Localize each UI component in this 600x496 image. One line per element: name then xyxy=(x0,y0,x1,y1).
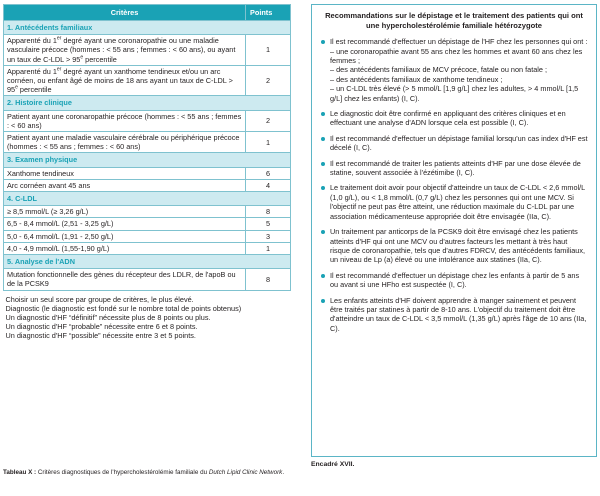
points-value: 3 xyxy=(246,230,291,242)
criteria-part: degré ayant une coronaropathie ou une maladie vasculaire précoce (hommes : < 55 ans ; femmes : < 60 ans), ou ayant un taux de C-LDL > 95 xyxy=(7,36,236,64)
recommendation-item xyxy=(320,271,588,290)
criteria-part: Apparenté du 1 xyxy=(7,36,57,46)
points-value: 6 xyxy=(246,167,291,179)
section-row xyxy=(4,96,291,110)
notes-row xyxy=(4,290,291,341)
box-title: Recommandations sur le dépistage et le traitement des patients qui ont une hypercholestérolémie familiale hétérozygote xyxy=(325,11,583,30)
criteria-part: 5,0 - 6,4 mmol/L (1,91 - 2,50 g/L) xyxy=(7,231,114,241)
criteria-part: degré ayant un xanthome tendineux et/ou un arc cornéen, ou enfant âgé de moins de 18 ans ayant un taux de C-LDL > 95 xyxy=(7,66,233,95)
criteria-part: 6,5 - 8,4 mmol/L (2,51 - 3,25 g/L) xyxy=(7,219,114,229)
recommendation-item xyxy=(320,134,588,153)
points-value: 1 xyxy=(246,132,291,153)
caption-label: Tableau X : xyxy=(3,469,37,476)
recommendations-list xyxy=(320,37,588,333)
caption-end: . xyxy=(282,469,285,476)
table-caption xyxy=(3,469,293,477)
recommendation-item xyxy=(320,109,588,128)
dutch-lipid-criteria-table xyxy=(3,4,291,341)
criteria-part: Patient ayant une coronaropathie précoce (hommes : < 55 ans ; femmes : < 60 ans) xyxy=(7,111,242,130)
section-row xyxy=(4,21,291,35)
points-value: 8 xyxy=(246,206,291,218)
note-line: Diagnostic (le diagnostic est fondé sur le nombre total de points obtenus) xyxy=(5,303,242,313)
recommendation-item xyxy=(320,296,588,334)
points-value: 2 xyxy=(246,65,291,96)
recommendation-line: Il est recommandé d'effectuer un dépistage chez les enfants à partir de 5 ans ou avant si une HFho est suspectée (I, C). xyxy=(330,270,580,290)
diagnostic-notes xyxy=(4,290,291,341)
points-value: 8 xyxy=(246,269,291,290)
header-points: Points xyxy=(246,5,291,21)
criteria-text xyxy=(4,206,246,218)
criteria-row xyxy=(4,269,291,290)
recommendation-line: – des antécédents familiaux de MCV précoce, fatale ou non fatale ; xyxy=(330,65,548,75)
section-row xyxy=(4,192,291,206)
recommendation-line: Il est recommandé d'effectuer un dépistage familial lorsqu'un cas index d'HF est décelé (I, C). xyxy=(330,133,588,153)
caption-text: Critères diagnostiques de l'hypercholestérolémie familiale du xyxy=(36,469,209,476)
header-criteria: Critères xyxy=(4,5,246,21)
criteria-row xyxy=(4,35,291,66)
section-title: 5. Analyse de l'ADN xyxy=(4,255,291,269)
recommendation-line: – un C-LDL très élevé (> 5 mmol/L [1,9 g/L] chez les adultes, > 4 mmol/L [1,5 g/L] chez les enfants) (I, C). xyxy=(330,84,579,103)
table-header-row xyxy=(4,5,291,21)
section-title: 2. Histoire clinique xyxy=(4,96,291,110)
criteria-row xyxy=(4,65,291,96)
criteria-row xyxy=(4,230,291,242)
recommendation-item xyxy=(320,227,588,265)
criteria-part: er xyxy=(56,35,62,42)
recommendation-line: – une coronaropathie avant 55 ans chez les hommes et avant 60 ans chez les femmes ; xyxy=(330,46,583,65)
criteria-part: Patient ayant une maladie vasculaire cérébrale ou périphérique précoce (hommes : < 55 ans ; femmes : < 60 ans) xyxy=(7,133,240,152)
criteria-part: e xyxy=(80,54,84,61)
section-row xyxy=(4,255,291,269)
criteria-text xyxy=(4,269,246,290)
section-row xyxy=(4,153,291,167)
criteria-part: Mutation fonctionnelle des gènes du récepteur des LDLR, de l'apoB ou de la PCSK9 xyxy=(7,270,236,289)
note-line: Un diagnostic d'HF “définitif” nécessite plus de 8 points ou plus. xyxy=(5,313,211,323)
criteria-part: percentile xyxy=(83,54,117,64)
recommendation-line: Il est recommandé de traiter les patients atteints d'HF par une dose élevée de statine, souvent associée à l'ézétimibe (I, C). xyxy=(330,158,581,178)
recommendation-item xyxy=(320,159,588,178)
criteria-part: Arc cornéen avant 45 ans xyxy=(7,180,91,190)
criteria-text xyxy=(4,230,246,242)
criteria-part: 4,0 - 4,9 mmol/L (1,55-1,90 g/L) xyxy=(7,243,110,253)
criteria-row xyxy=(4,206,291,218)
criteria-part: percentile xyxy=(17,85,52,95)
criteria-text xyxy=(4,110,246,131)
recommendation-item xyxy=(320,37,588,103)
note-line: Choisir un seul score par groupe de critères, le plus élevé. xyxy=(5,294,194,304)
points-value: 2 xyxy=(246,110,291,131)
criteria-part: e xyxy=(15,84,18,91)
encadre-label: Encadré XVII. xyxy=(311,461,355,468)
section-title: 4. C-LDL xyxy=(4,192,291,206)
recommendation-line: Le traitement doit avoir pour objectif d'atteindre un taux de C-LDL < 2,6 mmol/L (1,0 g/L), ou < 1,8 mmol/L (0,7 g/L) chez les personnes qui ont une MCV. Si l'objectif ne peut pas être atteint, une réduction maximale du C-LDL par une association médicamenteuse appropriée doit être envisagée (IIa, C). xyxy=(330,183,585,221)
recommendation-line: Il est recommandé d'effectuer un dépistage de l'HF chez les personnes qui ont : xyxy=(330,37,588,47)
points-value: 5 xyxy=(246,218,291,230)
section-title: 1. Antécédents familiaux xyxy=(4,21,291,35)
caption-italic: Dutch Lipid Clinic Network xyxy=(208,469,283,476)
recommendation-line: – des antécédents familiaux de xanthome tendineux ; xyxy=(330,74,503,84)
criteria-row xyxy=(4,179,291,191)
criteria-row xyxy=(4,167,291,179)
criteria-part: Apparenté du 1 xyxy=(7,66,57,76)
criteria-part: ≥ 8,5 mmol/L (≥ 3,26 g/L) xyxy=(7,207,89,217)
criteria-text xyxy=(4,65,246,96)
criteria-text xyxy=(4,218,246,230)
criteria-text xyxy=(4,132,246,153)
criteria-text xyxy=(4,167,246,179)
recommendation-item xyxy=(320,183,588,221)
recommendation-line: Les enfants atteints d'HF doivent apprendre à manger sainement et peuvent être traités par statines à partir de 8-10 ans. L'objectif du traitement doit être d'atteindre un taux de C-LDL < 3,5 mmol/L (1,35 g/L) après l'âge de 10 ans (IIa, C). xyxy=(330,295,587,333)
recommendations-box xyxy=(311,4,597,457)
criteria-part: er xyxy=(56,66,62,73)
criteria-text xyxy=(4,35,246,66)
section-title: 3. Examen physique xyxy=(4,153,291,167)
points-value: 1 xyxy=(246,35,291,66)
criteria-row xyxy=(4,242,291,254)
points-value: 1 xyxy=(246,242,291,254)
points-value: 4 xyxy=(246,179,291,191)
recommendation-line: Un traitement par anticorps de la PCSK9 doit être envisagé chez les patients atteints d'HF qui ont une MCV ou d'autres facteurs les mettant à très haut risque de coronaropathie, tels que d'autres FDRCV, des antécédents familiaux, un niveau de Lp (a) élevé ou une intolérance aux statines (IIa, C). xyxy=(330,227,586,265)
note-line: Un diagnostic d'HF “possible” nécessite entre 3 et 5 points. xyxy=(5,331,196,341)
criteria-part: Xanthome tendineux xyxy=(7,168,74,178)
recommendation-line: Le diagnostic doit être confirmé en appliquant des critères cliniques et en effectuant une analyse d'ADN lorsque cela est possible (I, C). xyxy=(330,109,566,128)
criteria-text xyxy=(4,242,246,254)
criteria-row xyxy=(4,132,291,153)
criteria-row xyxy=(4,218,291,230)
note-line: Un diagnostic d'HF “probable” nécessite entre 6 et 8 points. xyxy=(5,322,198,332)
criteria-text xyxy=(4,179,246,191)
criteria-row xyxy=(4,110,291,131)
